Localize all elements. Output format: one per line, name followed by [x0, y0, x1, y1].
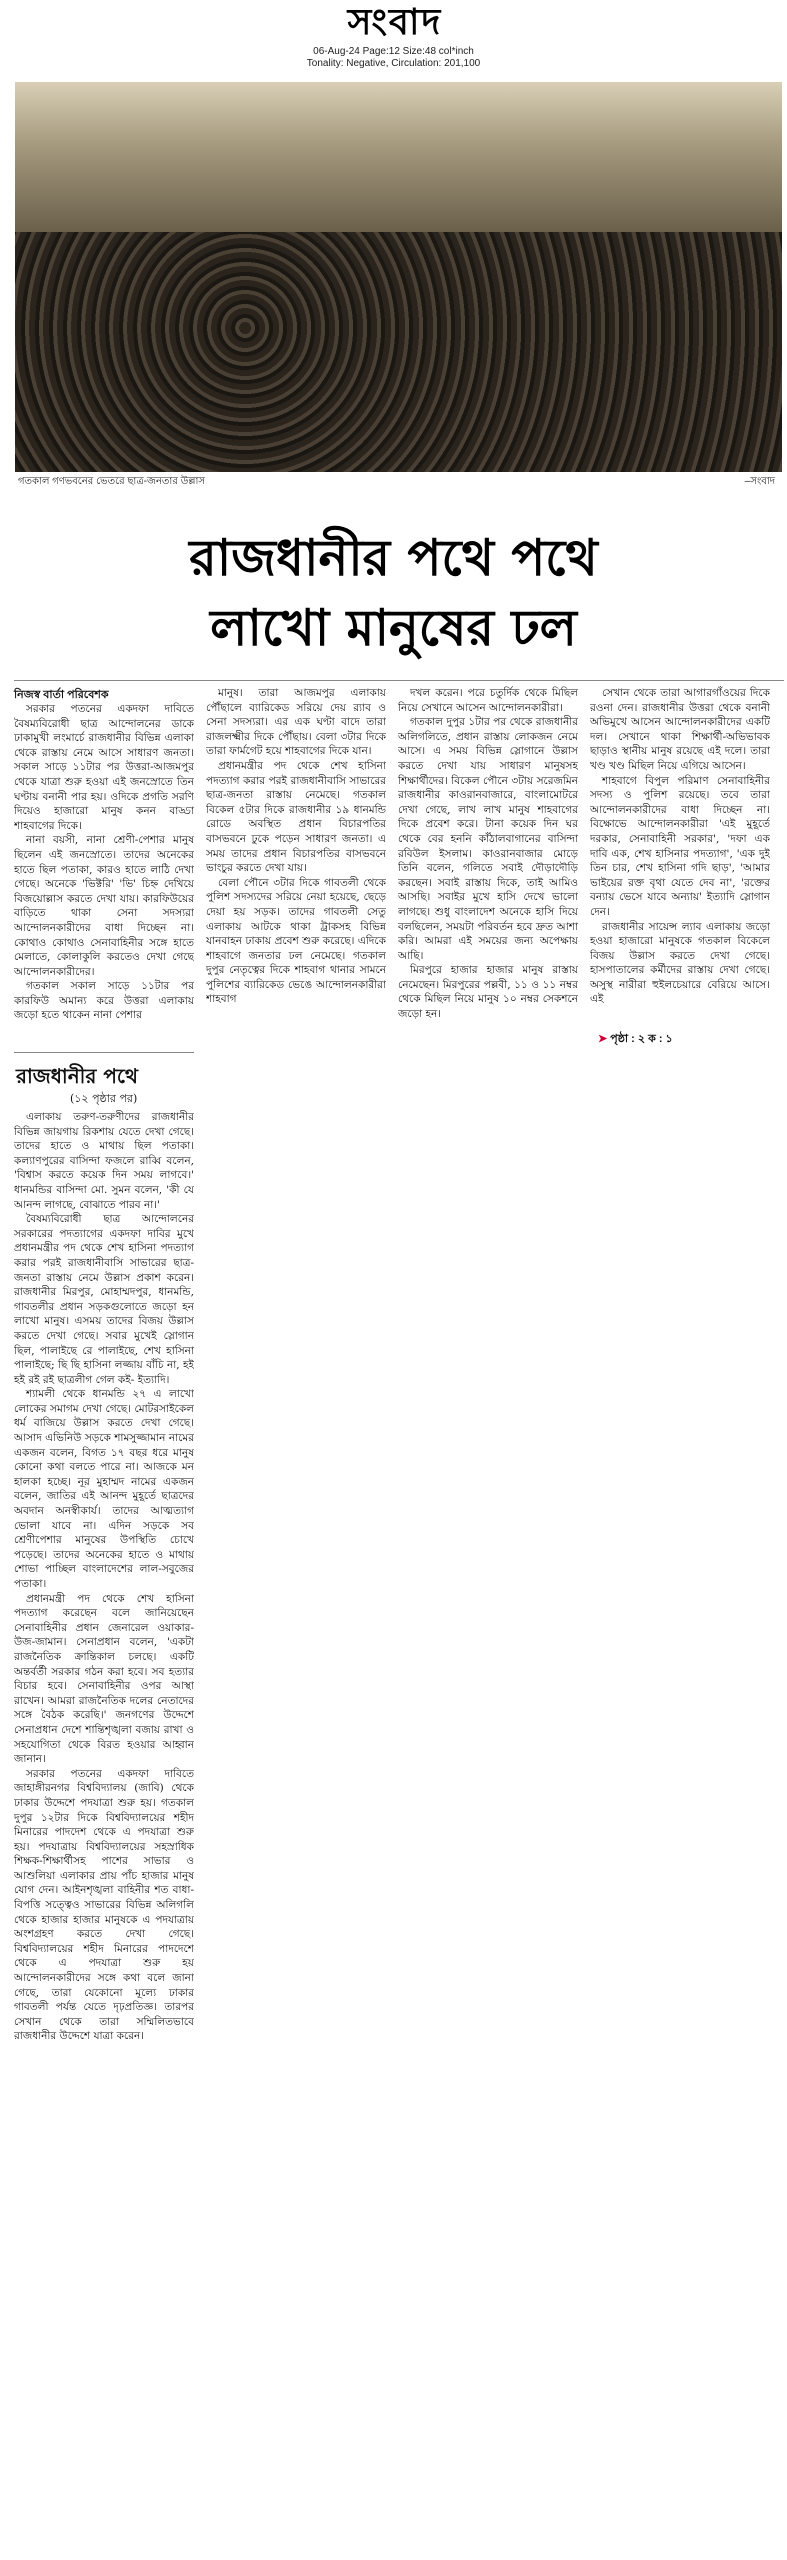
article-column-2: [206, 686, 386, 1040]
continuation-note: (১২ পৃষ্ঠার পর): [70, 1092, 138, 1105]
paragraph: বৈষম্যবিরোধী ছাত্র আন্দোলনের সরকারের পদত্যাগের একদফা দাবির মুখে প্রধানমন্ত্রীর পদ থেকে শেখ হাসিনা পদত্যাগ করার পরই রাজধানীবাসি সাভারের ছাত্র-জনতা রাস্তায় নেমে উল্লাস প্রকাশ করেন। রাজধানীর মিরপুর, মোহাম্মদপুর, ধানমন্ডি, গাবতলীর প্রধান সড়কগুলোতে জড়ো হন লাখো মানুষ। এসময় তাদের বিজয় উল্লাস করতে দেখা গেছে। সবার মুখেই স্লোগান ছিল, পালাইছে রে পালাইছে, শেখ হাসিনা পালাইছে; ছি ছি হাসিনা লজ্জায় বাঁচি না, হই হই রই রই ছাত্রলীগ গেল কই- ইত্যাদি।: [14, 1213, 194, 1386]
paragraph: সেখান থেকে তারা আগারগাঁওয়ের দিকে রওনা দেন। রাজধানীর উত্তরা থেকে বনানী অভিমুখে আসেন আন্দোলনকারীদের একটি দল। সেখানে থাকা শিক্ষার্থী-অভিভাবক ছাড়াও স্থানীয় মানুষ রয়েছে এই দলে। তারা খণ্ড খণ্ড মিছিল নিয়ে এগিয়ে আসেন।: [590, 687, 770, 772]
photo-caption: গতকাল গণভবনের ভেতরে ছাত্র-জনতার উল্লাস: [18, 476, 206, 487]
paragraph: সরকার পতনের একদফা দাবিতে বৈষম্যবিরোধী ছাত্র আন্দোলনের ডাকে ঢাকামুখী লংমার্চে রাজধানীর বিভিন্ন এলাকা থেকে রাস্তায় নেমে আসে সাধারণ জনতা। সকাল সাড়ে ১১টার পর উত্তরা-আজমপুর থেকে যাত্রা শুরু হওয়া এই জনস্রোতে তিন ঘণ্টায় বনানী পার হয়। ওদিকে প্রগতি সরণি দিয়েও হাজারো মানুষ কনন বাড্ডা শাহবাগের দিকে।: [14, 703, 194, 832]
paragraph: বেলা পৌনে ৩টার দিকে গাবতলী থেকে পুলিশ সদস্যদের সরিয়ে নেয়া হয়েছে, ছেড়ে দেয়া হয় সড়ক। তাদের গাবতলী সেতু এলাকায় আটকে থাকা ট্রাকসহ বিভিন্ন যানবাহন ঢাকায় প্রবেশ শুরু করেছে। এদিকে শাহবাগে জনতার ঢল নেমেছে। গতকাল দুপুর নেতৃত্বের দিকে শাহবাগ থানার সামনে পুলিশের ব্যারিকেড ভেঙে আন্দোলনকারীরা শাহবাগ: [206, 876, 386, 1006]
arrow-right-icon: ➤: [598, 1033, 608, 1045]
continued-label: পৃষ্ঠা : ২ ক : ১: [610, 1033, 673, 1045]
masthead: [0, 0, 787, 80]
paragraph: গতকাল দুপুর ১টার পর থেকে রাজধানীর অলিগলিতে, প্রধান রাস্তায় লোকজন নেমে আসে। এ সময় বিভিন্ন স্লোগানে উল্লাস করতে দেখা যায় সাধারণ মানুষসহ শিক্ষার্থীদের। বিকেল পৌনে ৩টায় সরেজমিন রাজধানীর কাওরানবাজারে, বাংলামোটরে দেখা গেছে, লাখ লাখ মানুষ শাহবাগের দিকে প্রবেশ করে। টানা কয়েক দিন ঘর থেকে বের হননি কাঁঠালবাগানের বাসিন্দা রবিউল ইসলাম। কাওরানবাজার মোড়ে তিনি বলেন, গলিতে সবাই দৌড়াদৌড়ি করছেন। সবাই রাস্তায় দিকে, তাই আমিও আসছি। সবাইর মুখে হাসি দেখে ভালো লাগছে। শুধু বাংলাদেশ অনেকে হাসি দিয়ে বলছিলেন, সময়টা পরিবর্তন হবে দ্রুত আশা করি। আমরা এই সময়ের জন্য অপেক্ষায় আছি।: [398, 716, 578, 962]
article-column-3: [398, 686, 578, 1040]
newspaper-logo: সংবাদ: [347, 2, 443, 43]
paragraph: মিরপুরে হাজার হাজার মানুষ রাস্তায় নেমেছেন। মিরপুরের পল্লবী, ১১ ও ১১ নম্বর থেকে মিছিল নিয়ে মানুষ ১০ নম্বর সেকশনে জড়ো হন।: [398, 964, 578, 1021]
paragraph: নানা বয়সী, নানা শ্রেণী-পেশার মানুষ ছিলেন এই জনস্রোতে। তাদের অনেকের হাতে ছিল পতাকা, কারও হাতে লাঠি দেখা গেছে। অনেকে 'ভিক্টরি' 'ভি' চিহ্ন দেখিয়ে বিজয়োল্লাস করতে দেখা যায়। কারফিউয়ের বাড়িতে থাকা সেনা সদস্যরা আন্দোলনকারীদের বাধা দিচ্ছেন না। কোথাও কোথাও সেনাবাহিনীর সঙ্গে হাতে মেলাতে, কোলাকুলি করতেও দেখা গেছে আন্দোলনকারীদের।: [14, 834, 194, 978]
article-column-4: [590, 686, 770, 1026]
clipping-meta-tonality: Tonality: Negative, Circulation: 201,100: [306, 58, 481, 69]
paragraph: প্রধানমন্ত্রী পদ থেকে শেখ হাসিনা পদত্যাগ করেছেন বলে জানিয়েছেন সেনাবাহিনীর প্রধান জেনারেল ওয়াকার-উজ-জামান। সেনাপ্রধান বলেন, 'একটা রাজনৈতিক ক্রান্তিকাল চলছে। একটি অন্তর্বর্তী সরকার গঠন করা হবে। সব হত্যার বিচার হবে। সেনাবাহিনীর ওপর আস্থা রাখেন। আমরা রাজনৈতিক দলের নেতাদের সঙ্গে বৈঠক করেছি।' জনগণের উদ্দেশে সেনাপ্রধান দেশে শান্তিশৃঙ্খলা বজায় রাখা ও সহযোগিতা থেকে বিরত হওয়ার আহ্বান জানান।: [14, 1592, 194, 1766]
lead-photo: [15, 82, 782, 472]
byline: নিজস্ব বার্তা পরিবেশক: [14, 689, 109, 701]
paragraph: এলাকায় তরুণ-তরুণীদের রাজধানীর বিভিন্ন জায়গায় রিকশায় যেতে দেখা গেছে। তাদের হাতে ও মাথায় ছিল পতাকা। কল্যাণপুরের বাসিন্দা ফজলে রাব্বি বলেন, 'বিশ্বাস করতে কয়েক দিন সময় লাগবে।' ধানমন্ডির বাসিন্দা মো. সুমন বলেন, 'কী যে আনন্দ লাগছে, বোঝাতে পারব না।': [14, 1111, 194, 1211]
paragraph: মানুষ। তারা আজমপুর এলাকায় পৌঁছালে ব্যারিকেড সরিয়ে দেয় র‍্যাব ও সেনা সদস্যরা। এর এক ঘণ্টা বাদে তারা রাজলক্ষ্মীর দিকে পৌঁছায়। বেলা ৩টার দিকে তারা ফার্মগেট হয়ে শাহবাগের দিকে যান।: [206, 687, 386, 758]
photo-ceiling-lights: [15, 82, 782, 232]
photo-crowd: [15, 232, 782, 472]
continued-on-page: [598, 1030, 673, 1049]
paragraph: গতকাল সকাল সাড়ে ১১টার পর কারফিউ অমান্য করে উত্তরা এলাকায় জড়ো হতে থাকেন নানা পেশার: [14, 980, 194, 1022]
paragraph: রাজধানীর সায়েন্স ল্যাব এলাকায় জড়ো হওয়া হাজারো মানুষকে গতকাল বিকেলে বিজয় উল্লাস করতে দেখা গেছে। হাসপাতালের কর্মীদের রাস্তায় দেখা গেছে। অসুস্থ নারীরা হুইলচেয়ারে বেরিয়ে আসে। এই: [590, 920, 770, 1006]
headline-line-2: লাখো মানুষের ঢল: [210, 599, 577, 657]
continuation-column: [14, 1110, 194, 2550]
paragraph: শাহবাগে বিপুল পরিমাণ সেনাবাহিনীর সদস্য ও পুলিশ রয়েছে। তবে তারা আন্দোলনকারীদের বাধা দিচ্ছেন না। বিক্ষোভে আন্দোলনকারীরা 'এই মুহূর্তে দরকার, সেনাবাহিনী সরকার', 'দফা এক দাবি এক, শেখ হাসিনার পদত্যাগ', 'এক দুই তিন চার, শেখ হাসিনা গদি ছাড়', 'আমার ভাইয়ের রক্ত বৃথা যেতে দেব না', 'রক্তের বন্যায় ভেসে যাবে অন্যায়' ইত্যাদি স্লোগান দেন।: [590, 774, 770, 918]
paragraph: শ্যামলী থেকে ধানমন্ডি ২৭ এ লাখো লোকের সমাগম দেখা গেছে। মোটরসাইকেল ধর্ম বাজিয়ে উল্লাস করতে দেখা গেছে। আসাদ এভিনিউ সড়কে শামসুজ্জামান নামের একজন বলেন, বিগত ১৭ বছর ধরে মানুষ কোনো কথা বলতে পারে না। আজকে মন হালকা হচ্ছে। নূর মুহাম্মদ নামের একজন বলেন, জাতির এই আনন্দ মুহূর্তে ছাত্রদের অবদান অনস্বীকার্য। তাদের আত্মত্যাগ ভোলা যাবে না। এদিন সড়কে সব শ্রেণীপেশার মানুষের উপস্থিতি চোখে পড়েছে। তাদের অনেকের হাতে ও মাথায় শোভা পাচ্ছিল বাংলাদেশের লাল-সবুজের পতাকা।: [14, 1388, 194, 1590]
divider: [14, 1052, 194, 1053]
paragraph: সরকার পতনের একদফা দাবিতে জাহাঙ্গীরনগর বিশ্ববিদ্যালয় (জাবি) থেকে ঢাকার উদ্দেশে পদযাত্রা শুরু হয়। গতকাল দুপুর ১২টার দিকে বিশ্ববিদ্যালয়ের শহীদ মিনারের পাদদেশ থেকে এ পদযাত্রা শুরু হয়। পদযাত্রায় বিশ্ববিদ্যালয়ের সহস্রাধিক শিক্ষক-শিক্ষার্থীসহ পাশের সাভার ও আশুলিয়া এলাকার প্রায় পাঁচ হাজার মানুষ যোগ দেন। আইনশৃঙ্খলা বাহিনীর শত বাধা-বিপত্তি সত্ত্বেও সাভারের বিভিন্ন অলিগলি থেকে হাজার হাজার মানুষকে এ পদযাত্রায় অংশগ্রহণ করতে দেখা গেছে। বিশ্ববিদ্যালয়ের শহীদ মিনারের পাদদেশে থেকে এ পদযাত্রা শুরু হয় আন্দোলনকারীদের সঙ্গে কথা বলে জানা গেছে, তারা যেকোনো মূল্যে ঢাকার গাবতলী পর্যন্ত যেতে দৃঢ়প্রতিজ্ঞ। তারপর সেখান থেকে তারা সম্মিলিতভাবে রাজধানীর উদ্দেশে যাত্রা করেন।: [14, 1767, 194, 2043]
paragraph: দখল করেন। পরে চতুর্দিক থেকে মিছিল নিয়ে সেখানে আসেন আন্দোলনকারীরা।: [398, 687, 578, 714]
clipping-meta-date: 06-Aug-24 Page:12 Size:48 col*inch: [313, 46, 474, 57]
photo-credit: –সংবাদ: [744, 476, 775, 487]
paragraph: প্রধানমন্ত্রীর পদ থেকে শেখ হাসিনা পদত্যাগ করার পরই রাজধানীবাসি সাভারের ছাত্র-জনতা রাস্তায় নেমেছে। গতকাল বিকেল ৫টার দিকে রাজধানীর ১৯ ধানমন্ডি রোডে অবস্থিত প্রধান বিচারপতির বাসভবনে ঢুকে পড়েন সাধারণ জনতা। এ সময় তাদের প্রধান বিচারপতির বাসভবনে ভাংচুর করতে দেখা যায়।: [206, 759, 386, 875]
headline-line-1: রাজধানীর পথে পথে: [189, 529, 598, 587]
divider: [14, 680, 784, 681]
article-column-1: [14, 702, 194, 1042]
continuation-title: রাজধানীর পথে: [16, 1064, 138, 1088]
